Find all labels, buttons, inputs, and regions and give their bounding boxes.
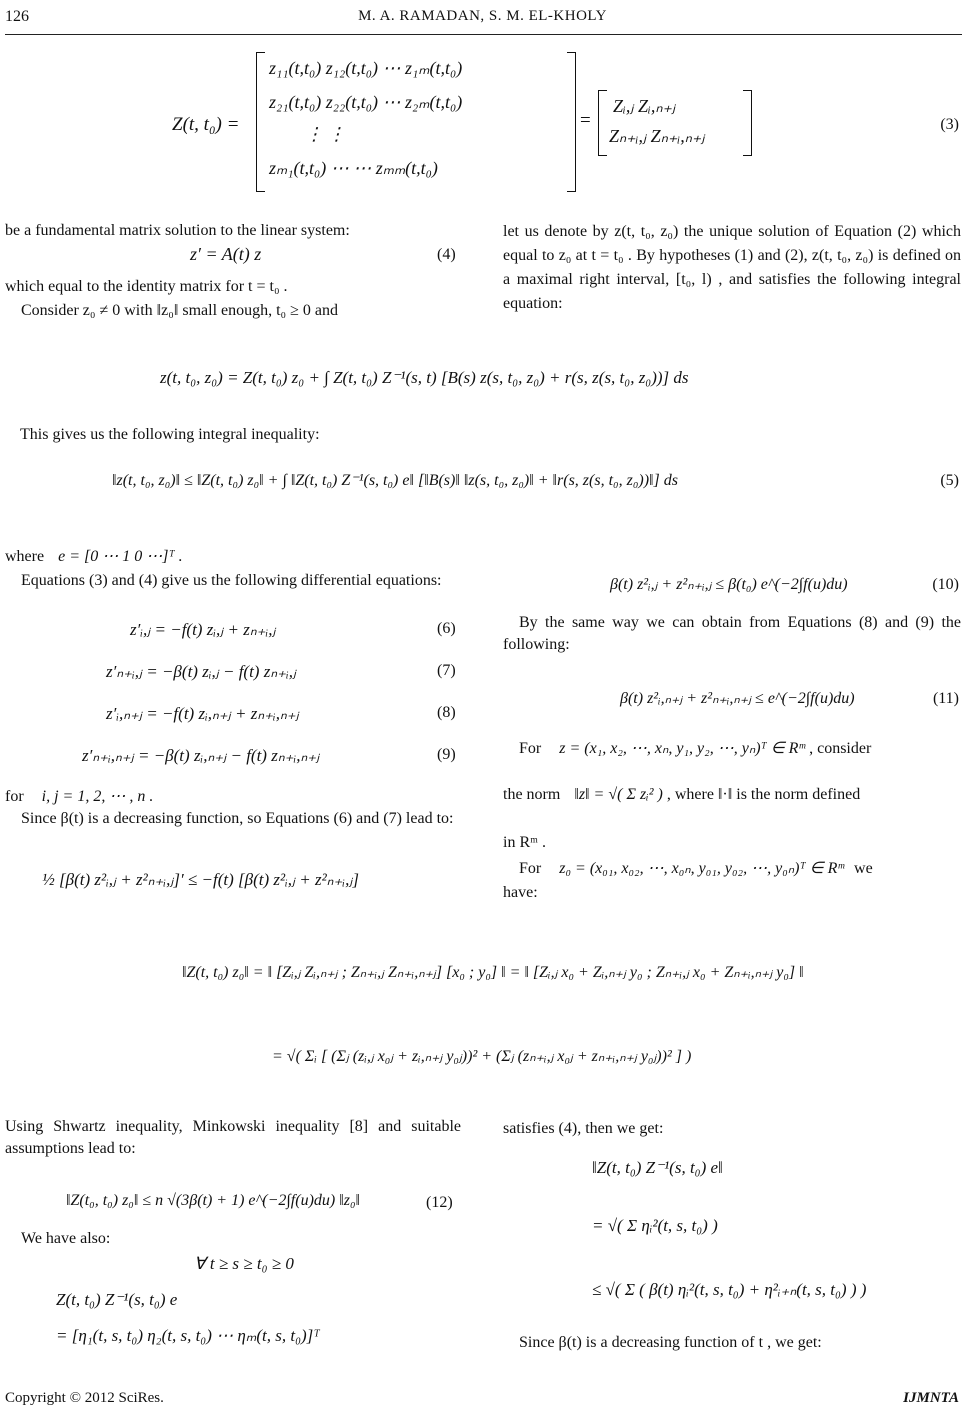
eq3-row-4: zₘ₁(t,t₀) ⋯ ⋯ zₘₘ(t,t₀) (269, 158, 438, 178)
para-letus: let us denote by z(t, t₀, z₀) the unique solution of Equation (2) which equal to z₀ at t = t₀ . By hypotheses (1) and (2), z(t, t₀, z₀) is defined on a maximal right interval, [t₀, l) , and satisfies the following integral equation: (503, 223, 961, 312)
block-norm-line-2: = √( Σᵢ [ (Σⱼ (zᵢ,ⱼ x₀ⱼ + zᵢ,ₙ₊ⱼ y₀ⱼ))² + (Σⱼ (zₙ₊ᵢ,ⱼ x₀ⱼ + zₙ₊ᵢ,ₙ₊ⱼ y₀ⱼ))² ] ) (272, 1048, 692, 1065)
eq11: β(t) z²ᵢ,ₙ₊ⱼ + z²ₙ₊ᵢ,ₙ₊ⱼ ≤ e^(−2∫f(u)du) (620, 690, 855, 707)
para-where2: , where ‖·‖ is the norm defined (666, 786, 861, 803)
para-forz0-line (503, 858, 961, 880)
r-norm-line-3: ≤ √( Σ ( β(t) ηᵢ²(t, s, t₀) + η²ᵢ₊ₙ(t, s, t₀) ) ) (592, 1280, 867, 1299)
para-thenorm-line (503, 784, 961, 806)
para-gives: This gives us the following integral inequality: (20, 426, 320, 443)
ij-range: i, j = 1, 2, ⋯ , n . (41, 788, 154, 805)
eq3-row-3: ⋮ ⋮ (305, 124, 346, 144)
para-wehavealso: We have also: (21, 1230, 111, 1247)
eq11-label: (11) (932, 690, 959, 707)
para-consider: Consider z₀ ≠ 0 with ‖z₀‖ small enough, t₀ ≥ 0 and (21, 302, 339, 319)
para-satisfies: satisfies (4), then we get: (503, 1120, 664, 1137)
para-eqs34: Equations (3) and (4) give us the following differential equations: (21, 572, 442, 589)
para-identity: which equal to the identity matrix for t = t₀ . (5, 278, 288, 295)
eq10-label: (10) (932, 576, 959, 593)
r-norm-line-1: ‖Z(t, t₀) Z⁻¹(s, t₀) e‖ (592, 1158, 723, 1177)
eq8: z′ᵢ,ₙ₊ⱼ = −f(t) zᵢ,ₙ₊ⱼ + zₙ₊ᵢ,ₙ₊ⱼ (106, 704, 299, 723)
header-rule (5, 34, 962, 35)
eq12: ‖Z(t₀, t₀) z₀‖ ≤ n √(3β(t) + 1) e^(−2∫f(u)du) ‖z₀‖ (66, 1192, 360, 1209)
eq6-label: (6) (437, 620, 456, 637)
eq3-row-2: z₂₁(t,t₀) z₂₂(t,t₀) ⋯ z₂ₘ(t,t₀) (269, 92, 463, 112)
eq7: z′ₙ₊ᵢ,ⱼ = −β(t) zᵢ,ⱼ − f(t) zₙ₊ᵢ,ⱼ (106, 662, 296, 681)
norm-definition: ‖z‖ = √( Σ zᵢ² ) (574, 786, 663, 803)
z0-vector: z₀ = (x₀₁, x₀₂, ⋯, x₀ₙ, y₀₁, y₀₂, ⋯, y₀ₙ)ᵀ ∈ Rᵐ (559, 860, 845, 877)
zz-e-expression: Z(t, t₀) Z⁻¹(s, t₀) e (56, 1290, 178, 1309)
eq7-label: (7) (437, 662, 456, 679)
eq9-label: (9) (437, 746, 456, 763)
e-definition: e = [0 ⋯ 1 0 ⋯]ᵀ . (58, 548, 183, 565)
eta-vector: = [η₁(t, s, t₀) η₂(t, s, t₀) ⋯ ηₘ(t, s, t₀)]ᵀ (56, 1326, 320, 1345)
eq5: ‖z(t, t₀, z₀)‖ ≤ ‖Z(t, t₀) z₀‖ + ∫ ‖Z(t, t₀) Z⁻¹(s, t₀) e‖ [‖B(s)‖ ‖z(s, t₀, z₀)‖ + ‖r(s, z(s, t₀, z₀))‖] ds (112, 472, 678, 489)
para-consider2: , consider (809, 740, 872, 757)
running-head: M. A. RAMADAN, S. M. EL-KHOLY (358, 8, 607, 24)
integral-equation: z(t, t₀, z₀) = Z(t, t₀) z₀ + ∫ Z(t, t₀) Z⁻¹(s, t) [B(s) z(s, t₀, z₀) + r(s, z(s, t₀, z₀))] ds (160, 368, 689, 387)
half-derivative-inequality: ½ [β(t) z²ᵢ,ⱼ + z²ₙ₊ᵢ,ⱼ]′ ≤ −f(t) [β(t) z²ᵢ,ⱼ + z²ₙ₊ᵢ,ⱼ] (42, 870, 359, 889)
para-for: for (5, 788, 24, 805)
para-since: Since β(t) is a decreasing function, so Equations (6) and (7) lead to: (21, 810, 454, 827)
eq4-label: (4) (437, 246, 456, 263)
eq4: z′ = A(t) z (190, 244, 262, 264)
para-wehave: we (854, 860, 873, 877)
eq8-label: (8) (437, 704, 456, 721)
para-where: where (5, 548, 45, 565)
para-since2: Since β(t) is a decreasing function of t , we get: (519, 1334, 822, 1351)
para-for-line (5, 786, 461, 808)
block-norm-line-1: ‖Z(t, t₀) z₀‖ = ‖ [Zᵢ,ⱼ Zᵢ,ₙ₊ⱼ ; Zₙ₊ᵢ,ⱼ Zₙ₊ᵢ,ₙ₊ⱼ] [x₀ ; y₀] ‖ = ‖ [Zᵢ,ⱼ x₀ + Zᵢ,ₙ₊ⱼ y₀ ; Zₙ₊ᵢ,ⱼ x₀ + Zₙ₊ᵢ,ₙ₊ⱼ y₀] ‖ (182, 964, 804, 981)
eq3-equals: = (580, 110, 591, 131)
eq9: z′ₙ₊ᵢ,ₙ₊ⱼ = −β(t) zᵢ,ₙ₊ⱼ − f(t) zₙ₊ᵢ,ₙ₊ⱼ (82, 746, 320, 765)
r-norm-line-2: = √( Σ ηᵢ²(t, s, t₀) ) (592, 1216, 718, 1235)
eq3-block-row-1: Zᵢ,ⱼ Zᵢ,ₙ₊ⱼ (613, 96, 676, 116)
para-have: have: (503, 884, 538, 901)
para-thenorm: the norm (503, 786, 561, 803)
eq3-row-1: z₁₁(t,t₀) z₁₂(t,t₀) ⋯ z₁ₘ(t,t₀) (269, 58, 463, 78)
eq6: z′ᵢ,ⱼ = −f(t) zᵢ,ⱼ + zₙ₊ᵢ,ⱼ (130, 620, 276, 639)
page-header (0, 6, 965, 32)
equation-3 (0, 52, 965, 202)
journal-name: IJMNTA (903, 1390, 959, 1406)
eq3-matrix (256, 52, 576, 192)
eq5-label: (5) (940, 472, 959, 489)
para-where-line (5, 546, 461, 568)
eq3-lhs: Z(t, t₀) = (172, 114, 240, 135)
eq3-block-row-2: Zₙ₊ᵢ,ⱼ Zₙ₊ᵢ,ₙ₊ⱼ (609, 126, 705, 146)
para-forz: For (519, 740, 542, 757)
z-vector: z = (x₁, x₂, ⋯, xₙ, y₁, y₂, ⋯, yₙ)ᵀ ∈ Rᵐ (559, 740, 806, 757)
eq10: β(t) z²ᵢ,ⱼ + z²ₙ₊ᵢ,ⱼ ≤ β(t₀) e^(−2∫f(u)du) (610, 576, 848, 593)
para-in: in Rᵐ . (503, 834, 546, 851)
para-forz0: For (519, 860, 542, 877)
para-fundamental: be a fundamental matrix solution to the linear system: (5, 222, 350, 239)
eq3-block-matrix (598, 90, 752, 156)
eq3-label: (3) (940, 116, 959, 133)
page-number: 126 (5, 8, 29, 25)
copyright: Copyright © 2012 SciRes. (5, 1390, 164, 1406)
para-shwartz: Using Shwartz inequality, Minkowski inequality [8] and suitable assumptions lead to: (5, 1118, 461, 1157)
para-sameway: By the same way we can obtain from Equations (8) and (9) the following: (503, 614, 961, 653)
eq12-label: (12) (426, 1194, 453, 1211)
forall-condition: ∀ t ≥ s ≥ t₀ ≥ 0 (194, 1254, 294, 1273)
para-forz-line (503, 738, 961, 760)
